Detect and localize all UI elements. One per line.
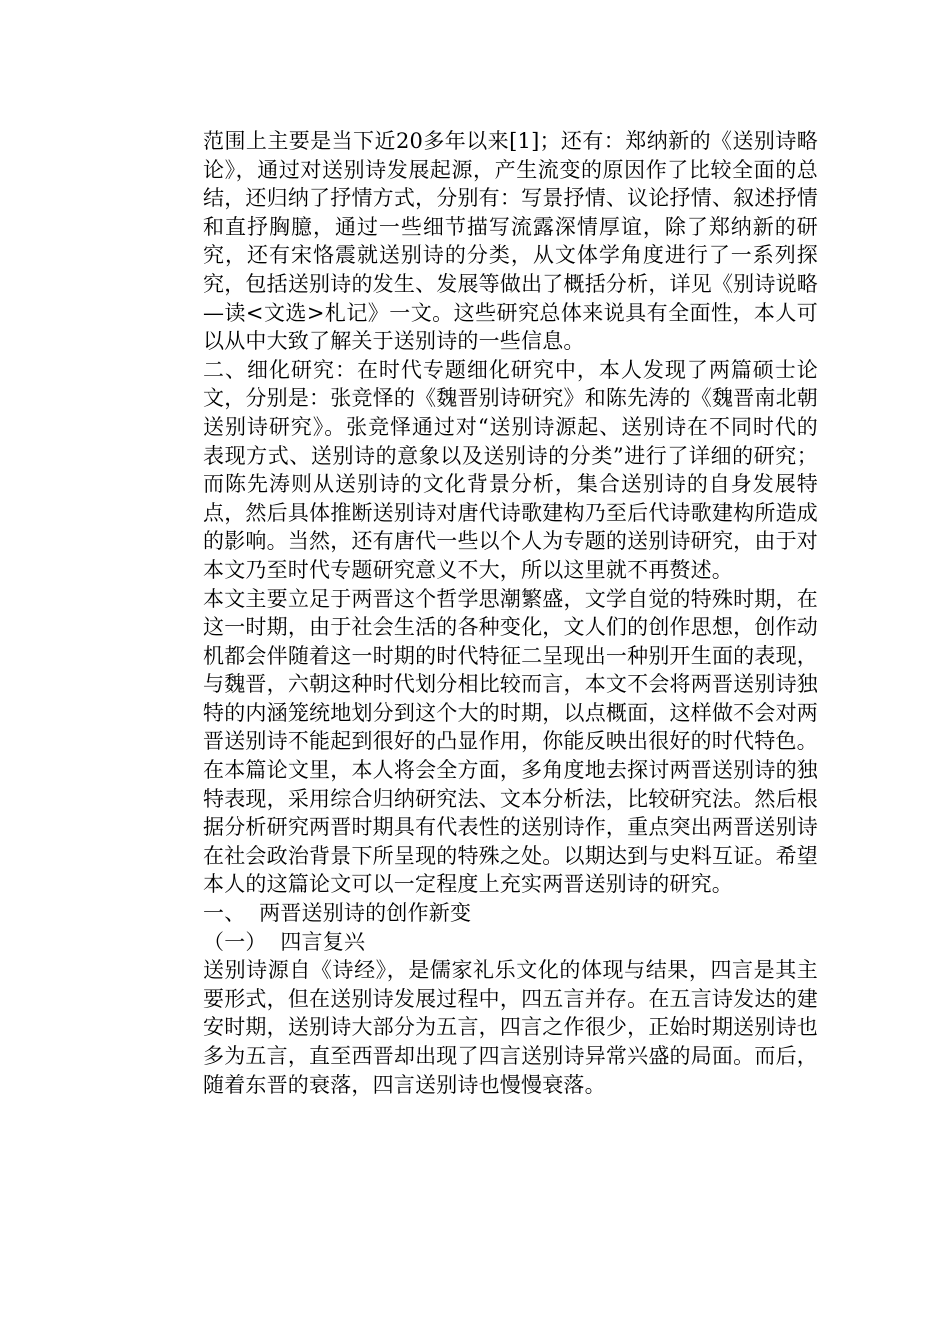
paragraph-detailed-research: 二、细化研究：在时代专题细化研究中，本人发现了两篇硕士论文，分别是：张竞怿的《魏晋别诗研究》和陈先涛的《魏晋南北朝送别诗研究》。张竞怿通过对“送别诗源起、送别诗在不同时代的表现方式、送别诗的意象以及送别诗的分类”进行了详细的研究；而陈先涛则从送别诗的文化背景分析，集合送别诗的自身发展特点，然后具体推断送别诗对唐代诗歌建构乃至后代诗歌建构所造成的影响。当然，还有唐代一些以个人为专题的送别诗研究，由于对本文乃至时代专题研究意义不大，所以这里就不再赘述。 xyxy=(203,357,818,582)
paragraph-methodology: 在本篇论文里，本人将会全方面，多角度地去探讨两晋送别诗的独特表现，采用综合归纳研究法、文本分析法，比较研究法。然后根据分析研究两晋时期具有代表性的送别诗作，重点突出两晋送别诗在社会政治背景下所呈现的特殊之处。以期达到与史料互证。希望本人的这篇论文可以一定程度上充实两晋送别诗的研究。 xyxy=(203,758,818,897)
document-body xyxy=(203,127,818,1099)
section-heading: 一、 两晋送别诗的创作新变 xyxy=(203,901,472,926)
subsection-heading: （一） 四言复兴 xyxy=(203,929,366,954)
paragraph-four-character-revival: 送别诗源自《诗经》，是儒家礼乐文化的体现与结果，四言是其主要形式，但在送别诗发展过程中，四五言并存。在五言诗发达的建安时期，送别诗大部分为五言，四言之作很少，正始时期送别诗也多为五言，直至西晋却出现了四言送别诗异常兴盛的局面。而后，随着东晋的衰落，四言送别诗也慢慢衰落。 xyxy=(203,958,818,1097)
paragraph-research-overview: 范围上主要是当下近20多年以来[1]；还有：郑纳新的《送别诗略论》，通过对送别诗发展起源，产生流变的原因作了比较全面的总结，还归纳了抒情方式，分别有：写景抒情、议论抒情、叙述抒情和直抒胸臆，通过一些细节描写流露深情厚谊，除了郑纳新的研究，还有宋恪震就送别诗的分类，从文体学角度进行了一系列探究，包括送别诗的发生、发展等做出了概括分析，详见《别诗说略—读<文选>札记》一文。这些研究总体来说具有全面性，本人可以从中大致了解关于送别诗的一些信息。 xyxy=(203,129,818,354)
paragraph-paper-focus: 本文主要立足于两晋这个哲学思潮繁盛，文学自觉的特殊时期，在这一时期，由于社会生活的各种变化，文人们的创作思想，创作动机都会伴随着这一时期的时代特征二呈现出一种别开生面的表现，与魏晋，六朝这种时代划分相比较而言，本文不会将两晋送别诗独特的内涵笼统地划分到这个大的时期，以点概面，这样做不会对两晋送别诗不能起到很好的凸显作用，你能反映出很好的时代特色。 xyxy=(203,586,818,754)
